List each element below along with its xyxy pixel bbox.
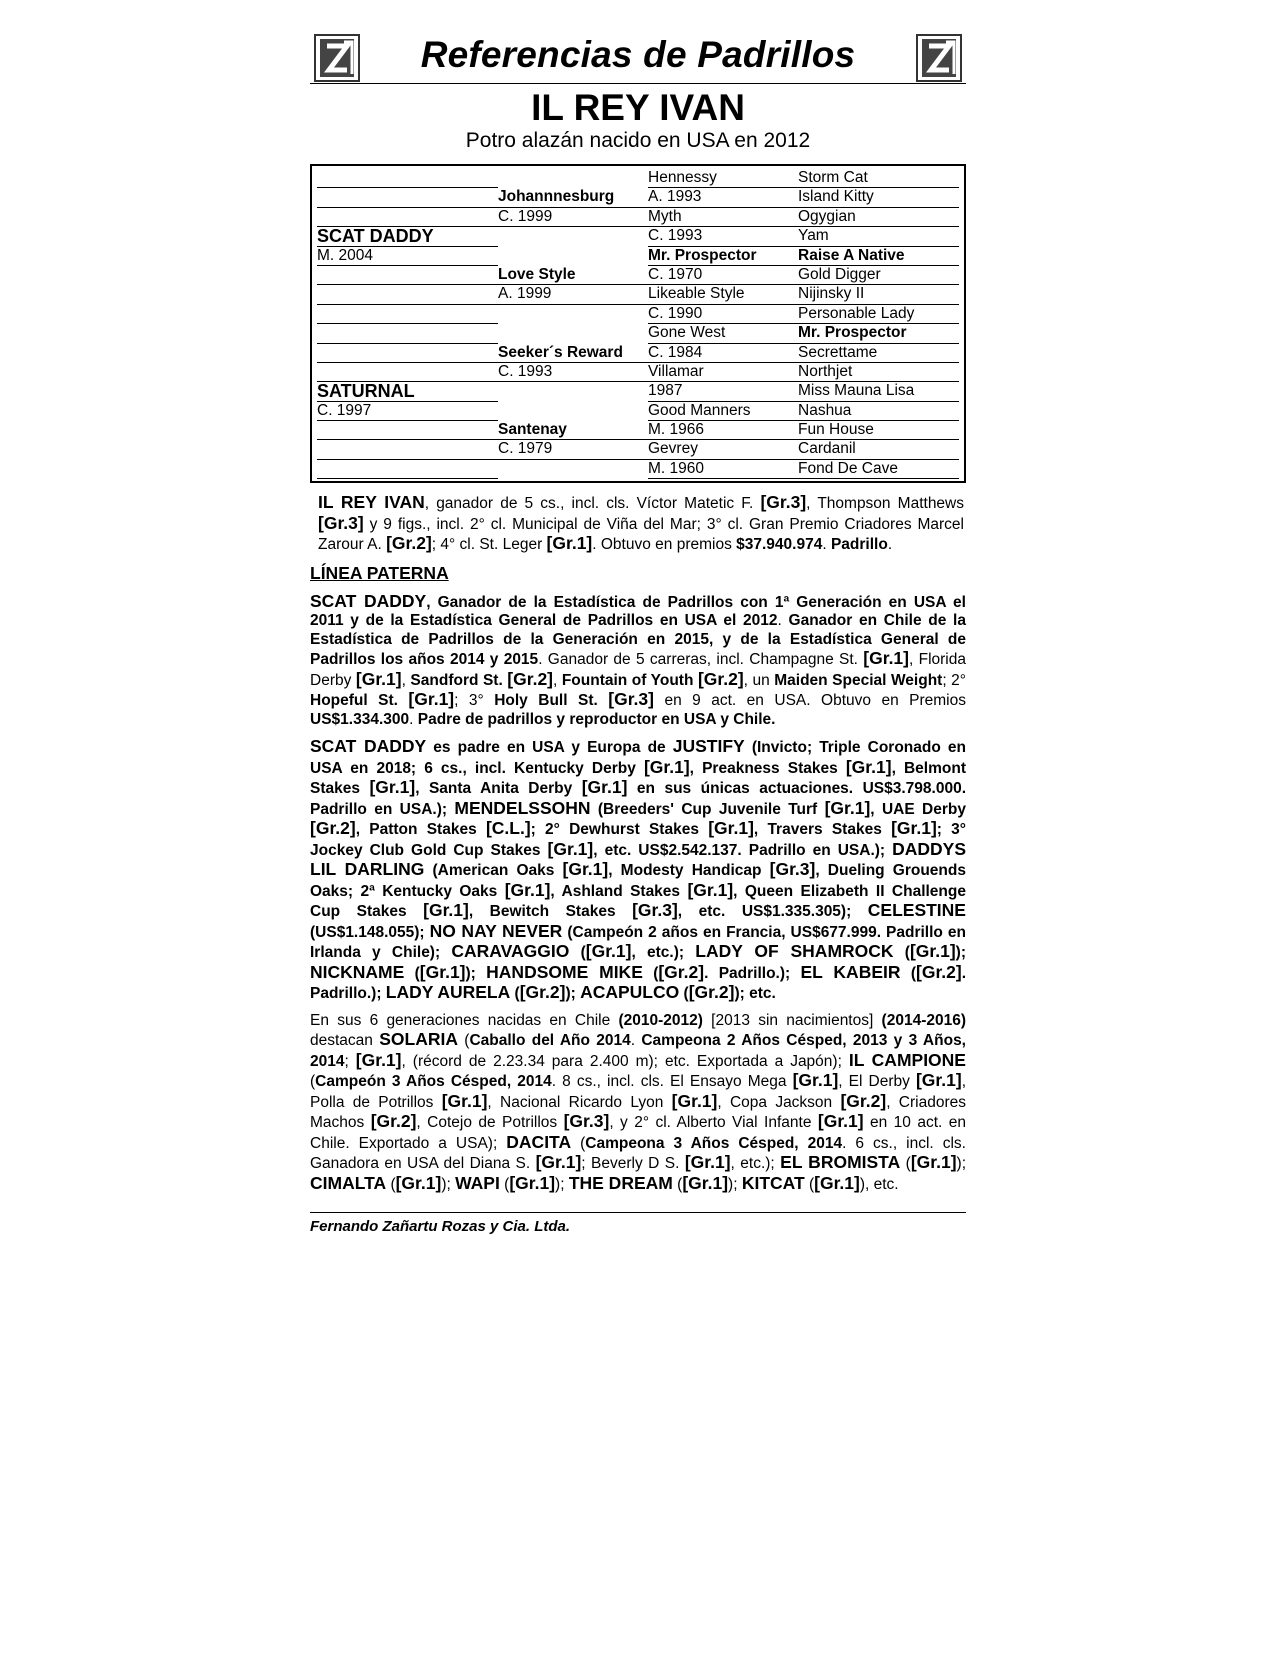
- grade-label: [Gr.2]: [310, 818, 356, 839]
- horse-name-mention: LADY OF SHAMROCK: [695, 941, 894, 962]
- grade-label: [Gr.1]: [708, 818, 754, 839]
- pedigree-cell: Personable Lady: [798, 305, 959, 324]
- text-run: (Breeders' Cup Juvenile Turf: [590, 800, 825, 818]
- pedigree-cell: Likeable Style: [648, 285, 798, 304]
- horse-name-mention: SOLARIA: [379, 1029, 458, 1050]
- horse-name-mention: IL CAMPIONE: [848, 1049, 966, 1070]
- text-run: (: [642, 964, 659, 982]
- pedigree-row: [317, 285, 959, 304]
- text-run: Campeón 3 Años Césped, 2014: [315, 1073, 552, 1091]
- grade-label: [Gr.2]: [658, 961, 705, 982]
- pedigree-cell: Mr. Prospector: [648, 247, 798, 266]
- page-header-title: Referencias de Padrillos: [420, 34, 856, 75]
- pedigree-row: [317, 208, 959, 227]
- grade-label: [Gr.1]: [562, 859, 609, 880]
- text-run: , Polla de Potrillos: [310, 1073, 967, 1111]
- text-run: (: [569, 944, 586, 962]
- text-run: Hopeful St.: [310, 692, 409, 710]
- pedigree-cell: Miss Mauna Lisa: [798, 382, 959, 401]
- grade-label: [Gr.2]: [688, 982, 735, 1003]
- text-run: (US$1.148.055);: [310, 923, 430, 941]
- text-run: , Nacional Ricardo Lyon: [487, 1093, 672, 1111]
- paragraph: [310, 1012, 966, 1195]
- grade-label: [C.L.]: [485, 818, 531, 839]
- pedigree-cell: [317, 421, 498, 440]
- pedigree-cell: [317, 440, 498, 459]
- pedigree-cell: Fond De Cave: [798, 460, 959, 479]
- text-run: ), etc.: [859, 1175, 899, 1193]
- pedigree-cell: Northjet: [798, 363, 959, 382]
- pedigree-cell: [317, 363, 498, 382]
- grade-label: [Gr.1]: [792, 1070, 839, 1091]
- text-run: (: [672, 1175, 683, 1193]
- pedigree-row: [317, 324, 959, 343]
- pedigree-cell: Good Manners: [648, 402, 798, 421]
- text-run: .: [887, 536, 893, 554]
- pedigree-cell: [498, 169, 648, 188]
- horse-name-mention: CIMALTA: [310, 1172, 387, 1193]
- text-run: .: [777, 612, 789, 630]
- text-run: (: [404, 964, 420, 982]
- text-run: Campeona 3 Años Césped, 2014: [585, 1134, 843, 1152]
- text-run: ); etc.: [734, 985, 776, 1003]
- pedigree-cell: A. 1999: [498, 285, 648, 304]
- text-run: $37.940.974: [736, 536, 823, 554]
- horse-subtitle: Potro alazán nacido en USA en 2012: [465, 129, 811, 152]
- grade-label: [Gr.1]: [535, 1152, 582, 1173]
- text-run: en sus únicas actuaciones. US$3.798.000. Padrillo en USA.);: [310, 780, 966, 818]
- text-run: , Patton Stakes: [355, 821, 486, 839]
- pedigree-cell: [317, 188, 498, 207]
- grade-label: [Gr.1]: [355, 668, 402, 689]
- pedigree-table: [310, 164, 966, 483]
- grade-label: [Gr.2]: [840, 1090, 887, 1111]
- grade-label: [Gr.2]: [519, 982, 566, 1003]
- text-run: );: [441, 1175, 456, 1193]
- grade-label: [Gr.2]: [697, 668, 744, 689]
- text-run: (2014-2016): [881, 1011, 966, 1029]
- pedigree-cell: [317, 460, 498, 479]
- text-run: Padre de padrillos y reproductor en USA y Chile.: [417, 710, 776, 728]
- pedigree-cell: C. 1997: [317, 402, 498, 421]
- grade-label: [Gr.1]: [369, 777, 416, 798]
- pedigree-row: [317, 344, 959, 363]
- text-run: , Copa Jackson: [717, 1093, 841, 1111]
- grade-label: [Gr.1]: [355, 1049, 402, 1070]
- text-run: , Cotejo de Potrillos: [416, 1114, 564, 1132]
- grade-label: [Gr.1]: [546, 533, 593, 554]
- text-run: (: [310, 1073, 316, 1091]
- pedigree-cell: Ogygian: [798, 208, 959, 227]
- grade-label: [Gr.1]: [915, 1070, 962, 1091]
- grade-label: [Gr.3]: [318, 512, 364, 533]
- text-run: Holy Bull St.: [494, 692, 609, 710]
- pedigree-cell: [317, 169, 498, 188]
- text-run: , Belmont Stakes: [310, 759, 966, 798]
- text-run: , y 2° cl. Alberto Vial Infante: [609, 1114, 818, 1132]
- pedigree-cell: C. 1990: [648, 305, 798, 324]
- grade-label: [Gr.3]: [760, 492, 807, 513]
- horse-name-mention: DACITA: [506, 1131, 572, 1152]
- text-run: [2013 sin nacimientos]: [702, 1011, 882, 1029]
- grade-label: [Gr.1]: [504, 879, 551, 900]
- text-run: , ganador de 5 cs., incl. cls. Víctor Matetic F.: [424, 495, 761, 513]
- text-run: ,: [401, 671, 411, 689]
- text-run: ,: [553, 671, 562, 689]
- paragraph: [310, 592, 966, 730]
- grade-label: [Gr.1]: [581, 777, 628, 798]
- horse-name-mention: DADDYS LIL DARLING: [310, 838, 967, 880]
- pedigree-cell: Seeker´s Reward: [498, 344, 648, 363]
- text-run: ; 2° Dewhurst Stakes: [530, 821, 709, 839]
- grade-label: [Gr.1]: [891, 818, 937, 839]
- pedigree-cell: M. 2004: [317, 247, 498, 266]
- text-run: .: [822, 536, 831, 554]
- pedigree-row: [317, 440, 959, 459]
- pedigree-cell: Cardanil: [798, 440, 959, 459]
- grade-label: [Gr.1]: [408, 689, 455, 710]
- text-run: . 8 cs., incl. cls. El Ensayo Mega: [551, 1073, 793, 1091]
- text-run: Maiden Special Weight: [774, 671, 943, 689]
- grade-label: [Gr.2]: [370, 1111, 417, 1132]
- grade-label: [Gr.1]: [423, 900, 469, 921]
- grade-label: [Gr.1]: [671, 1090, 718, 1111]
- horse-name-mention: NICKNAME: [310, 961, 405, 982]
- horse-name-mention: SCAT DADDY: [310, 590, 427, 611]
- text-run: Padrillo: [830, 536, 888, 554]
- grade-label: [Gr.1]: [643, 756, 690, 777]
- paragraph: [310, 737, 966, 1004]
- text-run: destacan: [310, 1032, 380, 1050]
- pedigree-cell: Villamar: [648, 363, 798, 382]
- grade-label: [Gr.1]: [824, 797, 871, 818]
- text-run: , (récord de 2.23.34 para 2.400 m); etc. Exportada a Japón);: [401, 1052, 849, 1070]
- text-run: Ganador en Chile de la Estadística de Padrillos de la Generación en 2015, y de la Estadística General de Padrillos los años 2014 y 2015: [310, 612, 966, 669]
- text-run: , Preakness Stakes: [689, 759, 846, 777]
- grade-label: [Gr.3]: [563, 1111, 610, 1132]
- text-run: . Ganador de 5 carreras, incl. Champagne St.: [538, 651, 864, 669]
- text-run: .: [630, 1032, 642, 1050]
- text-run: (: [499, 1175, 510, 1193]
- text-run: , UAE Derby: [870, 800, 966, 818]
- text-run: (: [893, 944, 910, 962]
- horse-name-mention: JUSTIFY: [672, 736, 745, 757]
- text-run: en 10 act. en Chile. Exportado a USA);: [310, 1114, 966, 1152]
- pedigree-cell: C. 1979: [498, 440, 648, 459]
- text-run: , Modesty Handicap: [608, 862, 770, 880]
- grade-label: [Gr.1]: [909, 941, 956, 962]
- pedigree-row: [317, 421, 959, 440]
- text-run: (American Oaks: [424, 862, 563, 880]
- pedigree-cell: Myth: [648, 208, 798, 227]
- pedigree-cell: SCAT DADDY: [317, 227, 498, 246]
- text-run: (: [457, 1032, 470, 1050]
- grade-label: [Gr.2]: [916, 961, 962, 982]
- pedigree-cell: [317, 324, 498, 343]
- horse-name-mention: WAPI: [455, 1172, 500, 1193]
- pedigree-cell: C. 1993: [648, 227, 798, 246]
- text-run: , etc.);: [631, 944, 696, 962]
- pedigree-cell: [498, 460, 648, 479]
- text-run: (: [571, 1134, 586, 1152]
- text-run: Caballo del Año 2014: [469, 1032, 631, 1050]
- horse-name-mention: EL KABEIR: [800, 961, 901, 982]
- pedigree-cell: Nijinsky II: [798, 285, 959, 304]
- text-run: ; 4° cl. St. Leger: [431, 536, 547, 554]
- text-run: (: [804, 1175, 815, 1193]
- text-run: , un: [743, 671, 775, 689]
- pedigree-cell: [498, 402, 648, 421]
- grade-label: [Gr.2]: [386, 533, 432, 554]
- grade-label: [Gr.1]: [814, 1172, 860, 1193]
- pedigree-cell: Santenay: [498, 421, 648, 440]
- pedigree-row: [317, 460, 959, 479]
- grade-label: [Gr.3]: [632, 900, 678, 921]
- pedigree-cell: A. 1993: [648, 188, 798, 207]
- pedigree-cell: Johannnesburg: [498, 188, 648, 207]
- pedigree-cell: C. 1970: [648, 266, 798, 285]
- pedigree-cell: Island Kitty: [798, 188, 959, 207]
- pedigree-cell: Storm Cat: [798, 169, 959, 188]
- pedigree-row: [317, 188, 959, 207]
- grade-label: [Gr.1]: [509, 1172, 556, 1193]
- text-run: );: [955, 944, 966, 962]
- text-run: , Queen Elizabeth II Challenge Cup Stakes: [310, 882, 966, 921]
- document-page: [310, 30, 966, 1235]
- horse-name-mention: MENDELSSOHN: [454, 797, 591, 818]
- text-run: ; 3° Jockey Club Gold Cup Stakes: [310, 821, 966, 859]
- pedigree-cell: [317, 266, 498, 285]
- horse-name-mention: IL REY IVAN: [318, 492, 425, 513]
- grade-label: [Gr.2]: [507, 668, 554, 689]
- text-run: (: [386, 1175, 396, 1193]
- pedigree-cell: Secrettame: [798, 344, 959, 363]
- grade-label: [Gr.3]: [769, 859, 816, 880]
- text-run: ;: [344, 1052, 356, 1070]
- text-run: , Santa Anita Derby: [415, 780, 582, 798]
- grade-label: [Gr.3]: [608, 689, 654, 710]
- pedigree-cell: Raise A Native: [798, 247, 959, 266]
- fz-logo-right-icon: [916, 34, 962, 82]
- grade-label: [Gr.1]: [910, 1152, 957, 1173]
- section-title: LÍNEA PATERNA: [310, 562, 449, 583]
- pedigree-cell: [498, 247, 648, 266]
- grade-label: [Gr.1]: [863, 648, 909, 669]
- text-run: . Padrillo.);: [704, 964, 801, 982]
- grade-label: [Gr.1]: [845, 756, 892, 777]
- pedigree-cell: C. 1999: [498, 208, 648, 227]
- footer-company: Fernando Zañartu Rozas y Cia. Ltda.: [310, 1218, 571, 1236]
- footer-rule: [310, 1212, 966, 1213]
- pedigree-cell: [317, 344, 498, 363]
- text-run: . 6 cs., incl. cls. Ganadora en USA del Diana S.: [310, 1134, 966, 1173]
- text-run: . Padrillo.);: [310, 964, 967, 1003]
- text-run: , Travers Stakes: [753, 821, 892, 839]
- page-header: [310, 30, 966, 86]
- text-run: , etc. US$1.335.305);: [677, 903, 868, 921]
- horse-name: IL REY IVAN: [531, 87, 745, 128]
- horse-name-mention: CELESTINE: [867, 900, 966, 921]
- pedigree-cell: [317, 285, 498, 304]
- pedigree-cell: Mr. Prospector: [798, 324, 959, 343]
- pedigree-cell: Love Style: [498, 266, 648, 285]
- paternal-line-paragraphs: [310, 592, 966, 1195]
- horse-name-mention: EL BROMISTA: [780, 1152, 901, 1173]
- text-run: , Criadores Machos: [310, 1093, 966, 1132]
- pedigree-cell: C. 1984: [648, 344, 798, 363]
- pedigree-cell: Yam: [798, 227, 959, 246]
- pedigree-cell: C. 1993: [498, 363, 648, 382]
- grade-label: [Gr.1]: [817, 1111, 864, 1132]
- pedigree-cell: SATURNAL: [317, 382, 498, 401]
- pedigree-row: [317, 305, 959, 324]
- text-run: );: [565, 985, 581, 1003]
- pedigree-row: [317, 363, 959, 382]
- text-run: Campeona 2 Años Césped, 2013 y 3 Años, 2014: [310, 1032, 966, 1070]
- horse-name-mention: SCAT DADDY: [310, 736, 427, 757]
- text-run: (: [510, 985, 520, 1003]
- pedigree-cell: Fun House: [798, 421, 959, 440]
- pedigree-row: [317, 227, 959, 246]
- pedigree-cell: Gevrey: [648, 440, 798, 459]
- text-run: Sandford St.: [410, 671, 508, 689]
- grade-label: [Gr.1]: [547, 838, 594, 859]
- text-run: (Campeón 2 años en Francia, US$677.999. Padrillo en Irlanda y Chile);: [310, 923, 966, 962]
- text-run: , Florida Derby: [310, 651, 966, 689]
- pedigree-row: [317, 169, 959, 188]
- text-run: );: [555, 1175, 569, 1193]
- grade-label: [Gr.1]: [395, 1172, 442, 1193]
- text-run: );: [728, 1175, 742, 1193]
- pedigree-cell: Nashua: [798, 402, 959, 421]
- grade-label: [Gr.1]: [687, 879, 734, 900]
- pedigree-cell: [317, 208, 498, 227]
- text-run: (: [900, 1155, 911, 1173]
- text-run: (: [900, 964, 916, 982]
- pedigree-cell: [498, 324, 648, 343]
- pedigree-row: [317, 402, 959, 421]
- header-rule: [310, 83, 966, 84]
- text-run: .: [409, 710, 418, 728]
- pedigree-cell: Hennessy: [648, 169, 798, 188]
- text-run: , Ashland Stakes: [550, 882, 688, 900]
- horse-name-mention: KITCAT: [741, 1172, 805, 1193]
- text-run: ; 3°: [454, 692, 495, 710]
- pedigree-cell: M. 1960: [648, 460, 798, 479]
- horse-name-mention: THE DREAM: [568, 1172, 673, 1193]
- pedigree-cell: 1987: [648, 382, 798, 401]
- text-run: . Obtuvo en premios: [592, 536, 737, 554]
- grade-label: [Gr.1]: [441, 1090, 488, 1111]
- grade-label: [Gr.1]: [682, 1172, 729, 1193]
- pedigree-cell: Gold Digger: [798, 266, 959, 285]
- text-run: en 9 act. en USA. Obtuvo en Premios: [653, 692, 966, 710]
- grade-label: [Gr.1]: [684, 1152, 731, 1173]
- pedigree-cell: [498, 382, 648, 401]
- text-run: );: [465, 964, 487, 982]
- text-run: ; Beverly D S.: [581, 1155, 685, 1173]
- text-run: En sus 6 generaciones nacidas en Chile: [310, 1011, 619, 1029]
- pedigree-cell: Gone West: [648, 324, 798, 343]
- pedigree-row: [317, 266, 959, 285]
- text-run: , Bewitch Stakes: [468, 903, 633, 921]
- text-run: );: [956, 1155, 966, 1173]
- text-run: , Dueling Grouends Oaks; 2ª Kentucky Oaks: [310, 862, 966, 900]
- pedigree-row: [317, 247, 959, 266]
- text-run: , etc.);: [730, 1155, 781, 1173]
- text-run: Fountain of Youth: [561, 671, 698, 689]
- pedigree-cell: [498, 227, 648, 246]
- text-run: (: [679, 985, 689, 1003]
- pedigree-cell: M. 1966: [648, 421, 798, 440]
- pedigree-cell: [498, 305, 648, 324]
- horse-name-mention: LADY AURELA: [385, 982, 511, 1003]
- text-run: (2010-2012): [618, 1011, 703, 1029]
- grade-label: [Gr.1]: [419, 961, 466, 982]
- horse-name-mention: NO NAY NEVER: [429, 920, 563, 941]
- text-run: , El Derby: [838, 1073, 916, 1091]
- text-run: es padre en USA y Europa de: [426, 739, 673, 757]
- text-run: , Ganador de la Estadística de Padrillos con 1ª Generación en USA el 2011 y de la Estadística General de Padrillos en USA el 2012: [310, 593, 966, 630]
- pedigree-cell: [317, 305, 498, 324]
- horse-name-mention: ACAPULCO: [580, 982, 680, 1003]
- text-run: US$1.334.300: [310, 710, 410, 728]
- horse-name-mention: CARAVAGGIO: [451, 941, 570, 962]
- horse-name-mention: HANDSOME MIKE: [486, 961, 643, 982]
- summary-paragraph: [310, 493, 966, 555]
- pedigree-row: [317, 382, 959, 401]
- text-run: (Invicto; Triple Coronado en USA en 2018; 6 cs., incl. Kentucky Derby: [310, 739, 966, 777]
- text-run: y 9 figs., incl. 2° cl. Municipal de Viña del Mar; 3° cl. Gran Premio Criadores Marcel Zarour A.: [318, 515, 964, 554]
- grade-label: [Gr.1]: [585, 941, 632, 962]
- text-run: , Thompson Matthews: [806, 495, 964, 513]
- text-run: ; 2°: [942, 671, 966, 689]
- text-run: , etc. US$2.542.137. Padrillo en USA.);: [593, 841, 893, 859]
